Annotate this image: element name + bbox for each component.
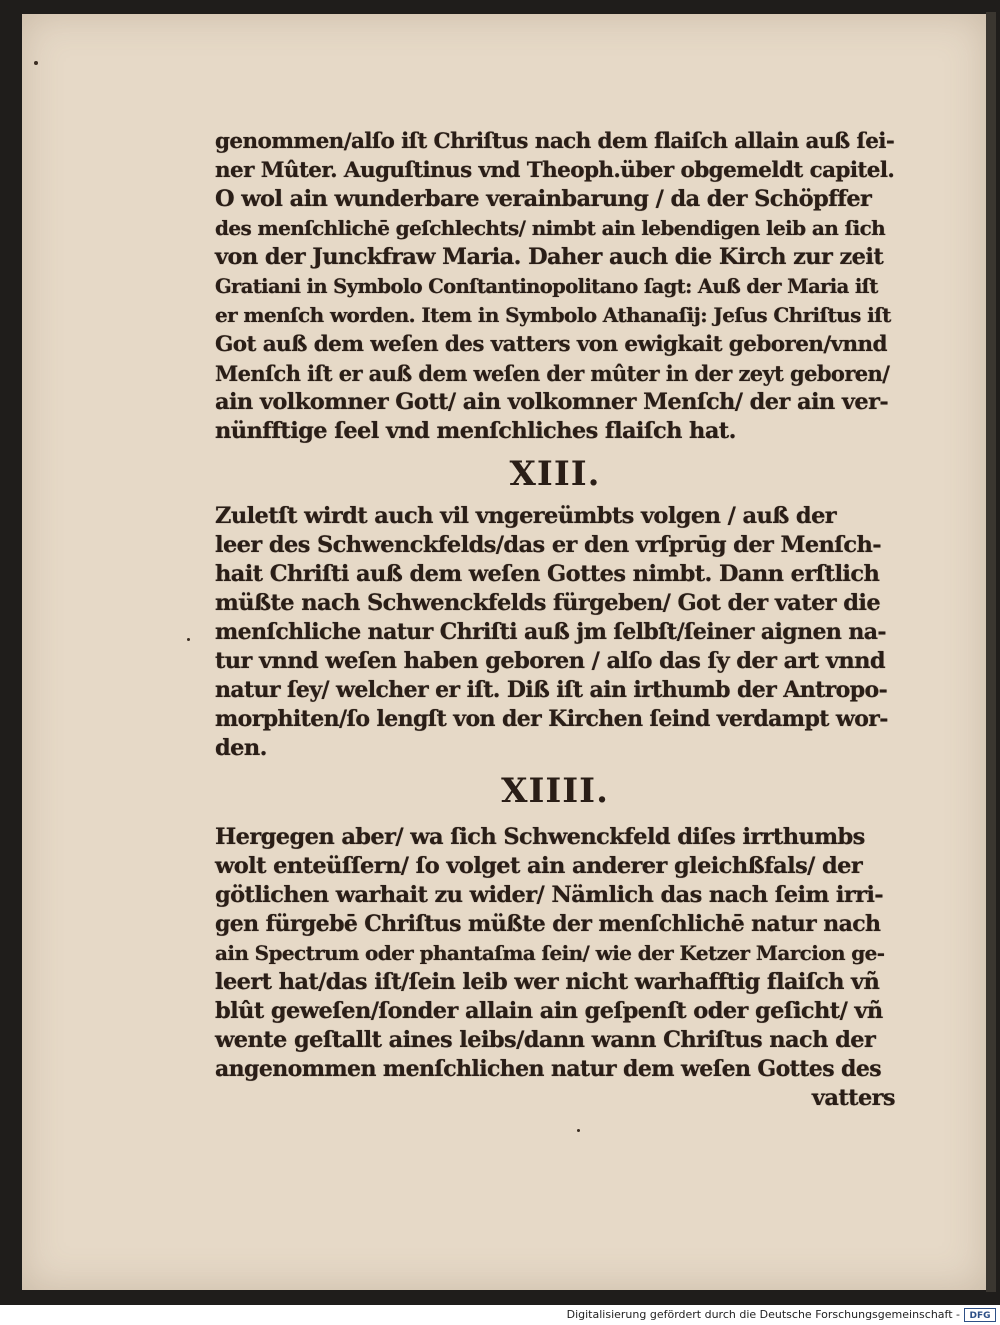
text-line: Zuletſt wirdt auch vil vngereümbts volgen / auß der xyxy=(215,503,837,529)
paragraph-xiiii xyxy=(215,823,895,1113)
text-line: von der Junckfraw Maria. Daher auch die Kirch zur zeit xyxy=(215,244,884,270)
text-line: er menſch worden. Item in Symbolo Athanaſij: Jeſus Chriſtus iſt xyxy=(215,303,891,327)
ink-spot xyxy=(34,61,38,65)
page-text xyxy=(215,127,895,1113)
text-line: wente geſtallt aines leibs/dann wann Chriſtus nach der xyxy=(215,1027,876,1053)
text-line: leer des Schwenckfelds/das er den vrſprūg der Menſch- xyxy=(215,532,881,558)
text-line: ner Mûter. Auguſtinus vnd Theoph.über obgemeldt capitel. xyxy=(215,158,895,183)
text-line: tur vnnd weſen haben geboren / alſo das ſy der art vnnd xyxy=(215,648,886,674)
ink-spot xyxy=(577,1129,580,1132)
text-line: Gratiani in Symbolo Conſtantinopolitano ſagt: Auß der Maria iſt xyxy=(215,275,878,298)
catchword: vatters xyxy=(811,1085,895,1111)
text-line: Menſch iſt er auß dem weſen der mûter in der zeyt geboren/ xyxy=(215,361,890,386)
text-line: menſchliche natur Chriſti auß jm ſelbſt/ſeiner aignen na- xyxy=(215,619,886,645)
section-heading-xiii: XIII. xyxy=(509,454,601,494)
text-line: gen fürgebē Chriſtus müßte der menſchlichē natur nach xyxy=(215,911,881,937)
text-line: götlichen warhait zu wider/ Nämlich das nach ſeim irri- xyxy=(215,882,884,908)
text-line: natur ſey/ welcher er iſt. Diß iſt ain irthumb der Antropo- xyxy=(215,677,888,703)
text-line: des menſchlichē geſchlechts/ nimbt ain lebendigen leib an ſich xyxy=(215,216,886,240)
ink-spot xyxy=(187,638,190,641)
text-line: angenommen menſchlichen natur dem weſen Gottes des xyxy=(215,1056,882,1082)
text-line: Got auß dem weſen des vatters von ewigkait geboren/vnnd xyxy=(215,332,887,357)
text-line: müßte nach Schwenckfelds fürgeben/ Got der vater die xyxy=(215,590,881,616)
paragraph-continuation xyxy=(215,127,895,446)
text-line: blût geweſen/ſonder allain ain geſpenſt oder geſicht/ vñ xyxy=(215,998,883,1024)
funding-credit: Digitalisierung gefördert durch die Deutsche Forschungsgemeinschaft - xyxy=(566,1308,960,1321)
section-heading-xiiii: XIIII. xyxy=(501,771,609,811)
text-line: ain Spectrum oder phantaſma ſein/ wie der Ketzer Marcion ge- xyxy=(215,941,885,965)
text-line: Hergegen aber/ wa ſich Schwenckfeld diſes irrthumbs xyxy=(215,824,865,850)
text-line: den. xyxy=(215,735,267,761)
text-line: hait Chriſti auß dem weſen Gottes nimbt. Dann erſtlich xyxy=(215,561,880,587)
dfg-logo[interactable]: DFG xyxy=(964,1308,996,1322)
text-line: wolt enteüſſern/ ſo volget ain anderer gleichßfals/ der xyxy=(215,853,863,879)
text-line: nünfftige ſeel vnd menſchliches flaiſch hat. xyxy=(215,418,736,444)
text-line: leert hat/das iſt/ſein leib wer nicht warhafftig flaiſch vñ xyxy=(215,969,880,995)
digitization-footer xyxy=(0,1305,1000,1325)
text-line: morphiten/ſo lengſt von der Kirchen ſeind verdampt wor- xyxy=(215,706,888,732)
text-line: O wol ain wunderbare verainbarung / da der Schöpffer xyxy=(215,186,872,212)
text-line: genommen/alſo iſt Chriſtus nach dem flaiſch allain auß ſei- xyxy=(215,129,895,154)
page-edge xyxy=(986,12,996,1292)
paragraph-xiii xyxy=(215,502,895,763)
text-line: ain volkomner Gott/ ain volkomner Menſch/ der ain ver- xyxy=(215,389,889,415)
